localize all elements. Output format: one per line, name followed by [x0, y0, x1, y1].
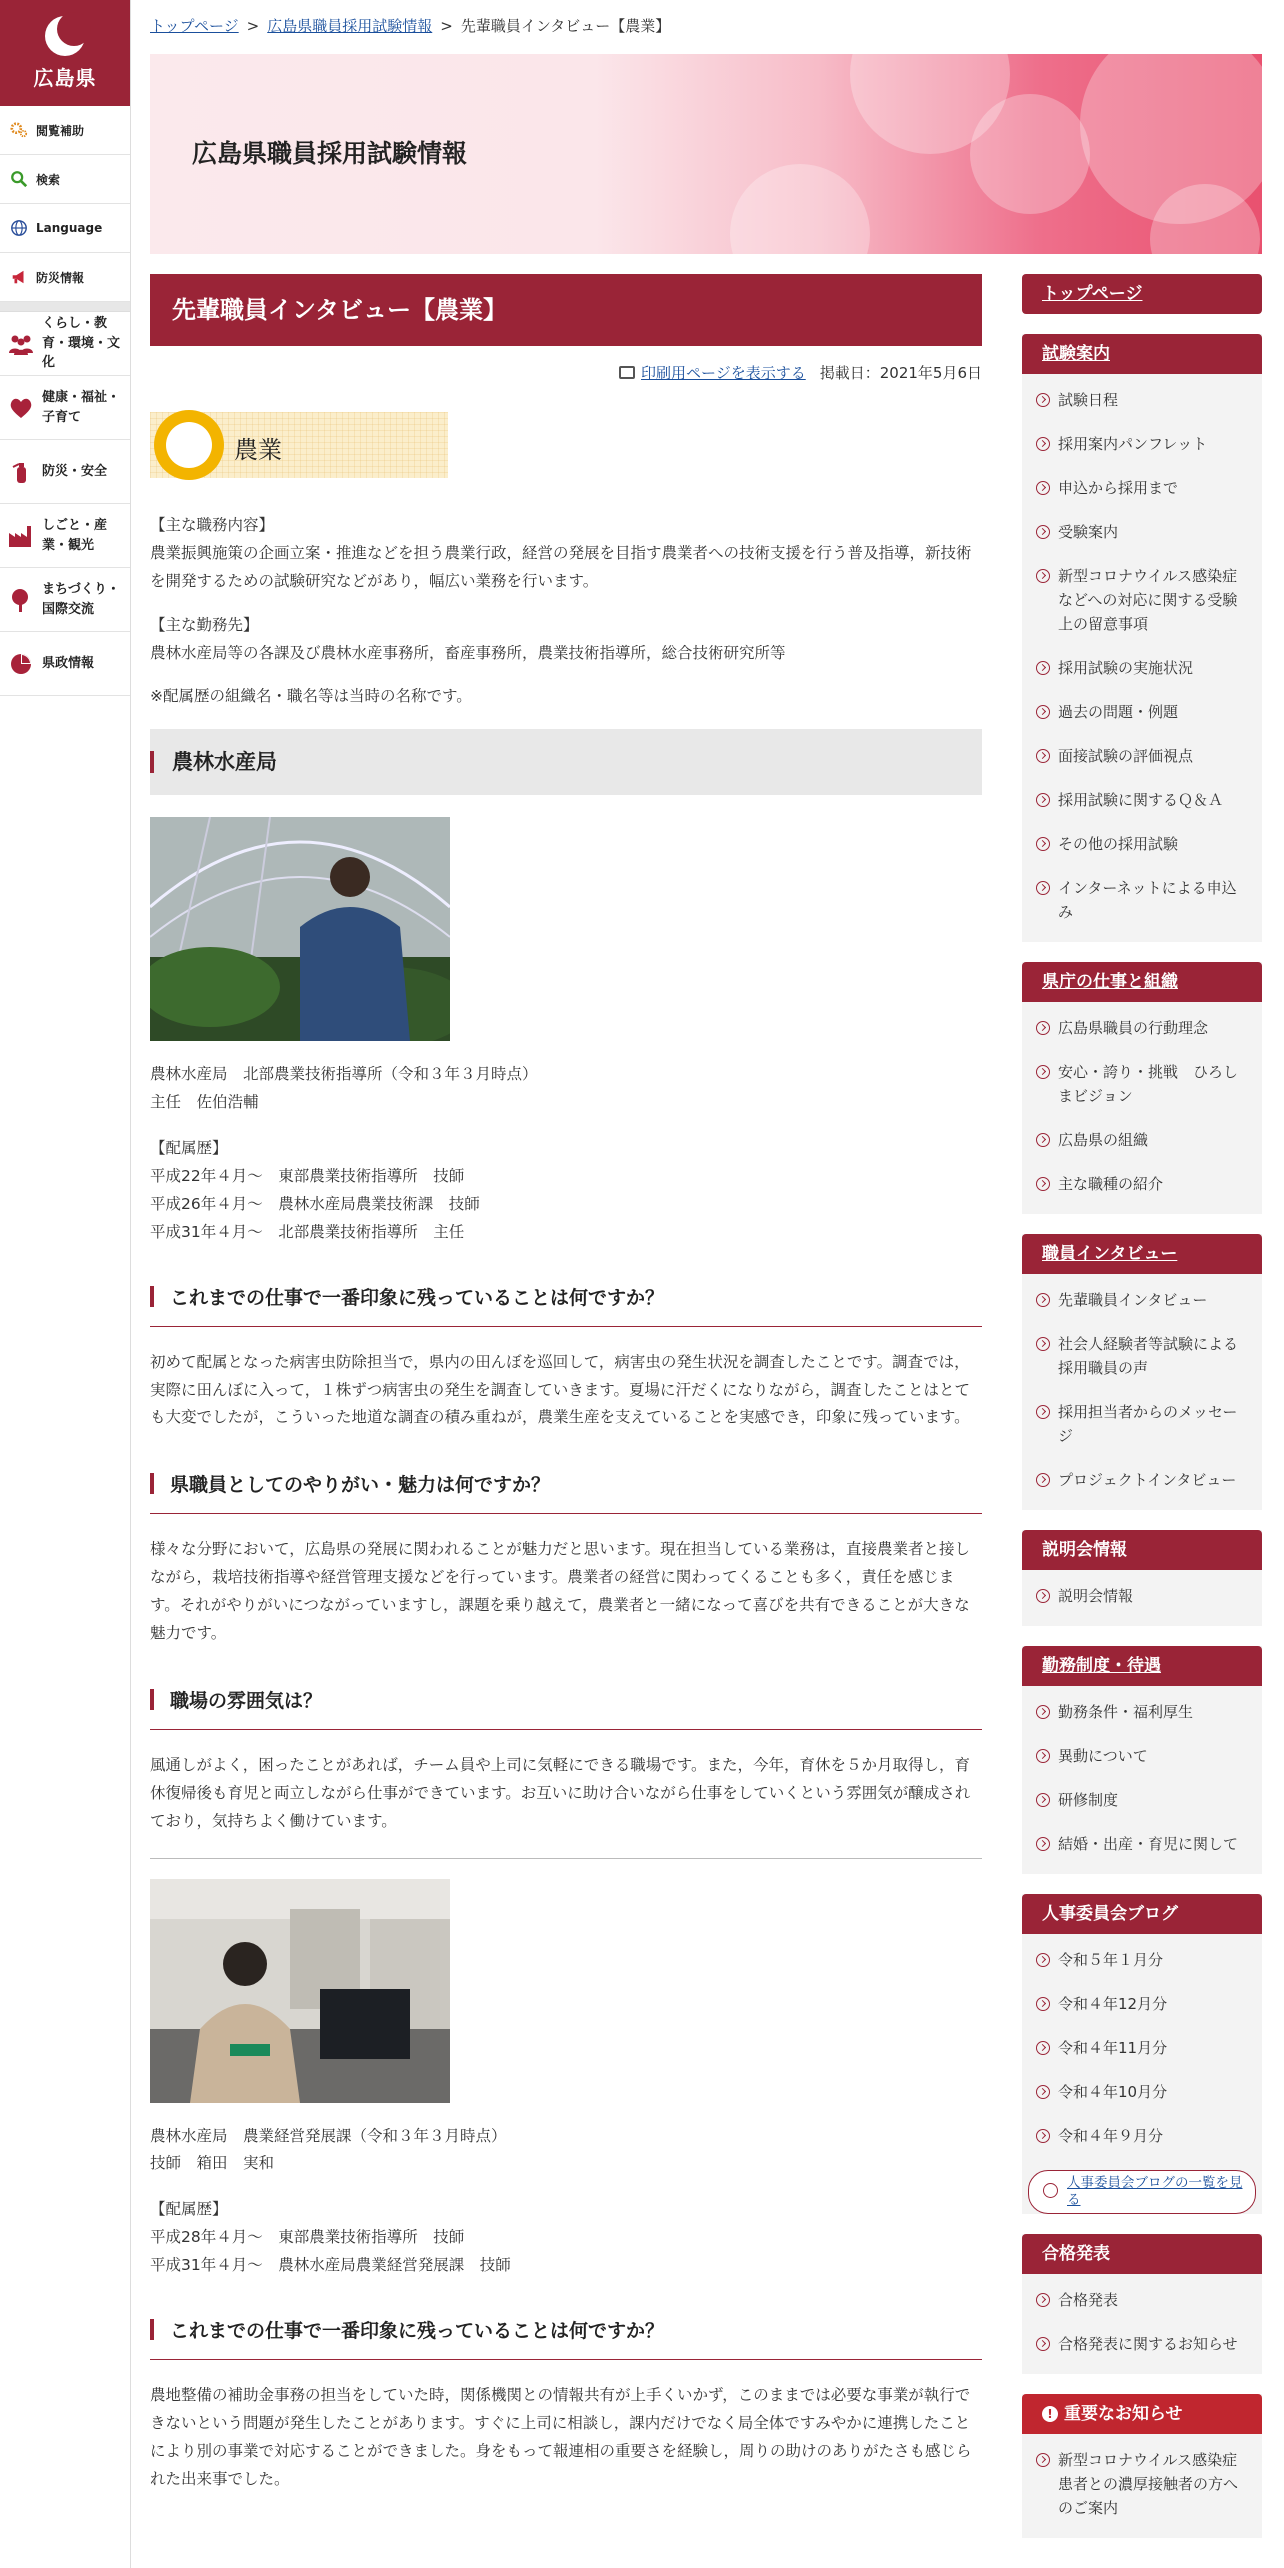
print-page-link[interactable]: 印刷用ページを表示する [641, 364, 806, 382]
heart-icon [8, 395, 34, 421]
rightnav-benefits-item[interactable]: 異動について [1022, 1734, 1262, 1778]
category-living-label: くらし・教育・環境・文化 [42, 316, 121, 371]
accessibility-button[interactable] [0, 106, 130, 155]
category-safety-label: 防災・安全 [42, 463, 108, 479]
banner-title: 広島県職員採用試験情報 [192, 139, 468, 168]
rightnav-results-item[interactable]: 合格発表に関するお知らせ [1022, 2322, 1262, 2366]
section-divider [150, 1858, 982, 1859]
posted-date: 掲載日：2021年5月6日 [819, 364, 982, 382]
page-title: 先輩職員インタビュー【農業】 [150, 274, 982, 346]
hiroshima-logo-icon [45, 16, 85, 56]
rightnav-results-heading: 合格発表 [1022, 2234, 1262, 2274]
blog-list-more-button[interactable]: 人事委員会ブログの一覧を見る [1028, 2170, 1256, 2214]
rightnav-organization-item[interactable]: 主な職種の紹介 [1022, 1162, 1262, 1206]
rightnav-benefits-item[interactable]: 結婚・出産・育児に関して [1022, 1822, 1262, 1866]
rightnav-notice-heading [1022, 2394, 1262, 2434]
rightnav-blog-item[interactable]: 令和４年11月分 [1022, 2026, 1262, 2070]
office-photo-image [150, 1879, 450, 2103]
person2-name: 技師 箱田 実和 [150, 2154, 275, 2173]
search-button[interactable] [0, 155, 130, 204]
factory-icon [8, 523, 34, 549]
rightnav-exam-item[interactable]: 新型コロナウイルス感染症などへの対応に関する受験上の留意事項 [1022, 554, 1262, 646]
person1-question-1: これまでの仕事で一番印象に残っていることは何ですか？ [150, 1283, 982, 1327]
rightnav-exam-item[interactable]: 申込から採用まで [1022, 466, 1262, 510]
person1-name: 主任 佐伯浩輔 [150, 1093, 259, 1112]
rightnav-exam-item[interactable]: 採用案内パンフレット [1022, 422, 1262, 466]
person2-history-heading: 【配属歴】 [150, 2200, 228, 2219]
rightnav-blog-item[interactable]: 令和４年９月分 [1022, 2114, 1262, 2158]
rightnav-exam-heading[interactable]: 試験案内 [1022, 334, 1262, 374]
category-living[interactable] [0, 312, 130, 376]
rightnav-exam-item[interactable]: 過去の問題・例題 [1022, 690, 1262, 734]
rightnav-organization-box [1022, 962, 1262, 1214]
site-logo[interactable] [0, 0, 130, 106]
page-meta [150, 362, 982, 386]
person1-history-item: 平成31年４月～ 北部農業技術指導所 主任 [150, 1222, 465, 1241]
staff-photo-1 [150, 817, 450, 1041]
section-heading: 農林水産局 [150, 729, 982, 795]
rightnav-interview-item[interactable]: プロジェクトインタビュー [1022, 1458, 1262, 1502]
department-label: 農業 [234, 436, 282, 464]
rightnav-seminar-heading: 説明会情報 [1022, 1530, 1262, 1570]
breadcrumb [150, 15, 670, 36]
breadcrumb-separator: > [246, 17, 260, 35]
rightnav-exam-item[interactable]: 受験案内 [1022, 510, 1262, 554]
rightnav-exam-item[interactable]: インターネットによる申込み [1022, 866, 1262, 934]
printer-icon [619, 366, 635, 379]
right-navigation [1022, 274, 1262, 2558]
rightnav-organization-item[interactable]: 広島県の組織 [1022, 1118, 1262, 1162]
department-tag [150, 412, 448, 478]
staff-photo-2 [150, 1879, 450, 2103]
logo-text: 広島県 [33, 65, 97, 90]
search-icon [10, 170, 28, 188]
accessibility-label: 閲覧補助 [36, 123, 85, 138]
rightnav-interview-heading[interactable]: 職員インタビュー [1022, 1234, 1262, 1274]
person1-answer-1: 初めて配属となった病害虫防除担当で，県内の田んぼを巡回して，病害虫の発生状況を調査したことです。調査では，実際に田んぼに入って，１株ずつ病害虫の発生を調査していきます。夏場に汗だくになりながら，調査したことはとても大変でしたが，こういった地道な調査の積み重ねが，農業生産を支えていることを実感でき，印象に残っています。 [150, 1352, 970, 1427]
alert-icon: ! [1042, 2406, 1058, 2422]
disaster-info-button[interactable] [0, 253, 130, 302]
category-government-label: 県政情報 [42, 655, 95, 671]
category-community[interactable] [0, 568, 130, 632]
extinguisher-icon [8, 459, 34, 485]
rightnav-results-box [1022, 2234, 1262, 2374]
name-note: ※配属歴の組織名・職名等は当時の名称です。 [150, 687, 472, 706]
banner-circle-decoration [970, 94, 1090, 214]
category-government[interactable] [0, 632, 130, 696]
category-community-label: まちづくり・国際交流 [42, 582, 120, 617]
rightnav-organization-item[interactable]: 広島県職員の行動理念 [1022, 1006, 1262, 1050]
tree-icon [8, 587, 34, 613]
language-button[interactable] [0, 204, 130, 253]
disaster-info-label: 防災情報 [36, 270, 85, 285]
duties-text: 農業振興施策の企画立案・推進などを担う農業行政，経営の発展を目指す農業者への技術支援を行う普及指導，新技術を開発するための試験研究などがあり，幅広い業務を行います。 [150, 543, 972, 590]
person1-history-item: 平成22年４月～ 東部農業技術指導所 技師 [150, 1167, 465, 1186]
department-badge-icon [154, 410, 224, 480]
person2-history-item: 平成28年４月～ 東部農業技術指導所 技師 [150, 2228, 465, 2247]
banner-circle-decoration [730, 164, 870, 254]
person1-affiliation: 農林水産局 北部農業技術指導所（令和３年３月時点） [150, 1065, 538, 1084]
category-safety[interactable] [0, 440, 130, 504]
rightnav-interview-box [1022, 1234, 1262, 1510]
person1-question-3: 職場の雰囲気は？ [150, 1686, 982, 1730]
page-banner [150, 54, 1262, 254]
breadcrumb-home-link[interactable]: トップページ [150, 17, 239, 35]
people-icon [8, 331, 34, 357]
person2-question-1: これまでの仕事で一番印象に残っていることは何ですか？ [150, 2316, 982, 2360]
language-label: Language [36, 221, 103, 235]
rightnav-blog-item[interactable]: 令和４年10月分 [1022, 2070, 1262, 2114]
rightnav-benefits-item[interactable]: 勤務条件・福利厚生 [1022, 1690, 1262, 1734]
gear-icon [10, 121, 28, 139]
person1-question-2: 県職員としてのやりがい・魅力は何ですか？ [150, 1470, 982, 1514]
breadcrumb-separator: > [440, 17, 453, 35]
rightnav-interview-item[interactable]: 先輩職員インタビュー [1022, 1278, 1262, 1322]
breadcrumb-parent-link[interactable]: 広島県職員採用試験情報 [267, 17, 433, 35]
megaphone-icon [10, 268, 28, 286]
rightnav-results-item[interactable]: 合格発表 [1022, 2278, 1262, 2322]
person2-affiliation: 農林水産局 農業経営発展課（令和３年３月時点） [150, 2126, 507, 2145]
search-label: 検索 [36, 172, 61, 187]
rightnav-interview-item[interactable]: 採用担当者からのメッセージ [1022, 1390, 1262, 1458]
person1-answer-3: 風通しがよく，困ったことがあれば，チーム員や上司に気軽にできる職場です。また，今年，育休を５か月取得し，育休復帰後も育児と両立しながら仕事ができています。お互いに助け合いながら仕事をしていくという雰囲気が醸成されており，気持ちよく働けています。 [150, 1755, 971, 1830]
person1-answer-2: 様々な分野において，広島県の発展に関われることが魅力だと思います。現在担当している業務は，直接農業者と接しながら，栽培技術指導や経営管理支援などを行っています。農業者の経営に関わってくることも多く，責任を感じます。それがやりがいにつながっていますし，課題を乗り越えて，農業者と一緒になって喜びを共有できることが大きな魅力です。 [150, 1540, 970, 1643]
main-content [150, 274, 982, 2494]
greenhouse-photo-image [150, 817, 450, 1041]
rightnav-benefits-heading[interactable]: 勤務制度・待遇 [1022, 1646, 1262, 1686]
rightnav-exam-box [1022, 334, 1262, 942]
rightnav-exam-item[interactable]: 面接試験の評価視点 [1022, 734, 1262, 778]
rightnav-interview-item[interactable]: 社会人経験者等試験による採用職員の声 [1022, 1322, 1262, 1390]
globe-icon [10, 219, 28, 237]
rightnav-organization-item[interactable]: 安心・誇り・挑戦 ひろしまビジョン [1022, 1050, 1262, 1118]
rightnav-exam-item[interactable]: 採用試験に関するＱ＆Ａ [1022, 778, 1262, 822]
rightnav-exam-item[interactable]: その他の採用試験 [1022, 822, 1262, 866]
rightnav-notice-box [1022, 2394, 1262, 2538]
rightnav-blog-item[interactable]: 令和５年１月分 [1022, 1938, 1262, 1982]
person2-history-item: 平成31年４月～ 農林水産局農業経営発展課 技師 [150, 2256, 511, 2275]
rightnav-top-link[interactable]: トップページ [1022, 274, 1262, 314]
nav-divider [0, 302, 130, 312]
rightnav-blog-box [1022, 1894, 1262, 2214]
rightnav-exam-item[interactable]: 採用試験の実施状況 [1022, 646, 1262, 690]
rightnav-seminar-box [1022, 1530, 1262, 1626]
duties-heading: 【主な職務内容】 [150, 516, 275, 534]
rightnav-organization-heading[interactable]: 県庁の仕事と組織 [1022, 962, 1262, 1002]
rightnav-notice-item[interactable]: 新型コロナウイルス感染症患者との濃厚接触者の方へのご案内 [1022, 2438, 1262, 2530]
breadcrumb-current: 先輩職員インタビュー【農業】 [460, 17, 671, 35]
category-health-label: 健康・福祉・子育て [42, 390, 121, 425]
rightnav-top-box [1022, 274, 1262, 314]
pie-icon [8, 651, 34, 677]
category-work[interactable] [0, 504, 130, 568]
person2-answer-1: 農地整備の補助金事務の担当をしていた時，関係機関との情報共有が上手くいかず，このままでは必要な事業が執行できないという問題が発生したことがあります。すぐに上司に相談し，課内だけでなく局全体ですみやかに連携したことにより別の事業で対応することができました。身をもって報連相の重要さを経験し，周りの助けのありがたさも感じられた出来事でした。 [150, 2386, 972, 2488]
category-health[interactable] [0, 376, 130, 440]
rightnav-benefits-item[interactable]: 研修制度 [1022, 1778, 1262, 1822]
workplace-text: 農林水産局等の各課及び農林水産事務所，畜産事務所，農業技術指導所，総合技術研究所等 [150, 643, 786, 662]
rightnav-notice-title: 重要なお知らせ [1064, 2403, 1183, 2424]
category-work-label: しごと・産業・観光 [42, 518, 108, 553]
left-navigation [0, 0, 131, 2568]
rightnav-benefits-box [1022, 1646, 1262, 1874]
rightnav-blog-item[interactable]: 令和４年12月分 [1022, 1982, 1262, 2026]
workplace-heading: 【主な勤務先】 [150, 615, 259, 634]
person1-history-heading: 【配属歴】 [150, 1139, 228, 1158]
person1-history-item: 平成26年４月～ 農林水産局農業技術課 技師 [150, 1194, 480, 1213]
rightnav-seminar-item[interactable]: 説明会情報 [1022, 1574, 1262, 1618]
rightnav-blog-heading: 人事委員会ブログ [1022, 1894, 1262, 1934]
rightnav-exam-item[interactable]: 試験日程 [1022, 378, 1262, 422]
